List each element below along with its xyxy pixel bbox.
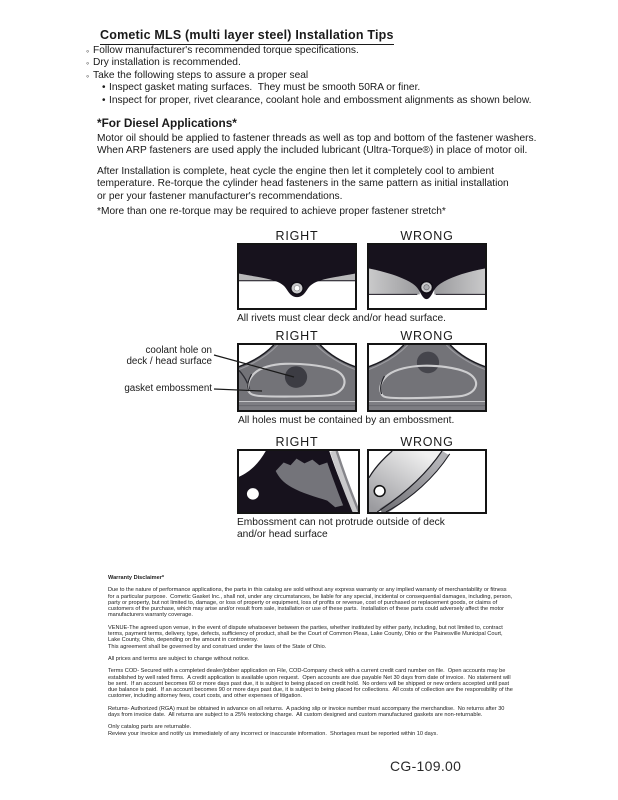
list-item-text: Inspect gasket mating surfaces. They must be smooth 50RA or finer. [109, 82, 421, 94]
figure-rivet-wrong [367, 243, 487, 310]
retorque-note: *More than one re-torque may be required to achieve proper fastener stretch* [97, 206, 446, 217]
row3-wrong-label: WRONG [400, 435, 454, 449]
row1-wrong-label: WRONG [400, 229, 454, 243]
disclaimer-paragraph: Due to the nature of performance applications, the parts in this catalog are sold without any express warranty or any implied warranty of merchantability or fitness for a particular purpose. Cometic Gasket Inc., shall not, under any circumstances, be liable for any special, incidental or consequential damages, including, person, party or property, but not limited to, damage, or loss of property or equipment, loss of profits or revenue, cost of purchased or replacement goods, or claims of customers of the purchase, which may arise and/or result from sale, installation or use of these parts. Installation of these parts could adversely affect the motor manufacturers warranty coverage. [108, 587, 514, 619]
row2-wrong-label: WRONG [400, 329, 454, 343]
warranty-disclaimer [108, 575, 514, 743]
disclaimer-paragraph: VENUE-The agreed upon venue, in the event of dispute whatsoever between the parties, whether instituted by either party, including, but not limited to, contract terms, payment terms, delivery, type, defects, sufficiency of product, shall be the Court of Common Pleas, Lake County, Ohio or the Painesville Municipal Court, Lake County, Ohio, depending on the amount in controversy. [108, 624, 505, 644]
coolant-hole-icon [417, 352, 439, 374]
page-title: Cometic MLS (multi layer steel) Installation Tips [100, 28, 394, 45]
list-item-text: Take the following steps to assure a proper seal [93, 69, 309, 81]
rivet-wrong-drawing [369, 245, 485, 308]
open-bullet-icon: ◦ [86, 46, 90, 56]
row2-caption: All holes must be contained by an embossment. [238, 415, 455, 426]
diesel-section-heading: *For Diesel Applications* [97, 116, 237, 130]
paragraph-line: temperature. Re-torque the cylinder head fasteners in the same pattern as initial installation [97, 178, 509, 190]
figure-protrude-right [237, 449, 360, 514]
protrude-right-drawing [239, 451, 358, 512]
list-item-text: Dry installation is recommended. [93, 57, 241, 69]
open-bullet-icon: ◦ [86, 70, 90, 81]
catalog-code: CG-109.00 [390, 758, 462, 774]
bolt-hole-icon [247, 488, 259, 499]
disclaimer-paragraph: Review your invoice and notify us immediately of any incorrect or inaccurate information. Shortages must be reported within 10 days. [108, 730, 438, 737]
row2-right-label: RIGHT [275, 329, 319, 343]
figure-embossment-wrong [367, 343, 487, 412]
disclaimer-paragraph: Terms COD- Secured with a completed dealer/jobber application on File, COD-Company check with a current credit card number on file. Open accounts may be established by well rated firms. A credit application is available upon request. Open accounts are due payable Net 30 days from date of invoice. No statement will be sent. If an account becomes 60 or more days past due, it is subject to being placed on credit hold. No orders will be shipped or new orders accepted until past due balance is paid. If an account becomes 90 or more days past due, it is subject to being placed for collections. All costs of collection are the responsibility of the customer, including attorney fees, court costs, and other expenses of litigation. [108, 668, 515, 700]
row1-right-label: RIGHT [275, 229, 319, 243]
gasket-embossment-callout: gasket embossment [124, 383, 212, 394]
rivet-right-drawing [239, 245, 355, 308]
solid-bullet-icon: • [102, 94, 106, 106]
list-item [86, 45, 531, 57]
callout-pointer-lines [212, 352, 296, 394]
list-item-text: Inspect for proper, rivet clearance, coolant hole and embossment alignments as shown below. [109, 94, 532, 106]
disclaimer-paragraph: Returns- Authorized (RGA) must be obtained in advance on all returns. A packing slip or invoice number must accompany the merchandise. No returns after 30 days from invoice date. All returns are subject to a 25% restocking charge. All custom designed and custom manufactured gaskets are non-returnable. [108, 705, 506, 719]
embossment-wrong-drawing [369, 345, 485, 410]
open-bullet-icon: ◦ [86, 58, 90, 69]
bolt-hole-icon [374, 486, 385, 497]
row3-right-label: RIGHT [275, 435, 319, 449]
row3-caption: Embossment can not protrude outside of deck and/or head surface [237, 517, 445, 540]
disclaimer-heading: Warranty Disclaimer* [108, 575, 165, 581]
solid-bullet-icon: • [102, 82, 106, 94]
sub-list-item [102, 95, 531, 107]
paragraph-line: When ARP fasteners are used apply the included lubricant (Ultra-Torque®) in place of motor oil. [97, 145, 528, 157]
figure-rivet-right [237, 243, 357, 310]
disclaimer-paragraph: This agreement shall be governed by and construed under the laws of the State of Ohio. [108, 643, 327, 650]
list-item [86, 57, 531, 69]
sub-list-item [102, 82, 531, 94]
disclaimer-paragraph: Only catalog parts are returnable. [108, 724, 192, 731]
list-item [86, 70, 531, 82]
disclaimer-paragraph: All prices and terms are subject to change without notice. [108, 655, 250, 662]
paragraph-line: or per your fastener manufacturer's recommendations. [97, 190, 343, 202]
figure-protrude-wrong [367, 449, 487, 514]
paragraph-line: After Installation is complete, heat cycle the engine then let it completely cool to ambient [97, 166, 494, 177]
list-item-text: Follow manufacturer's recommended torque specifications. [93, 45, 359, 56]
diesel-paragraph-2 [97, 166, 509, 203]
protrude-wrong-drawing [369, 451, 485, 512]
paragraph-line: Motor oil should be applied to fastener threads as well as top and bottom of the fastener washers. [97, 133, 537, 144]
installation-tips-list [86, 45, 531, 107]
coolant-hole-callout: coolant hole on deck / head surface [126, 345, 212, 367]
row1-caption: All rivets must clear deck and/or head surface. [237, 313, 446, 324]
diesel-paragraph-1 [97, 133, 536, 158]
